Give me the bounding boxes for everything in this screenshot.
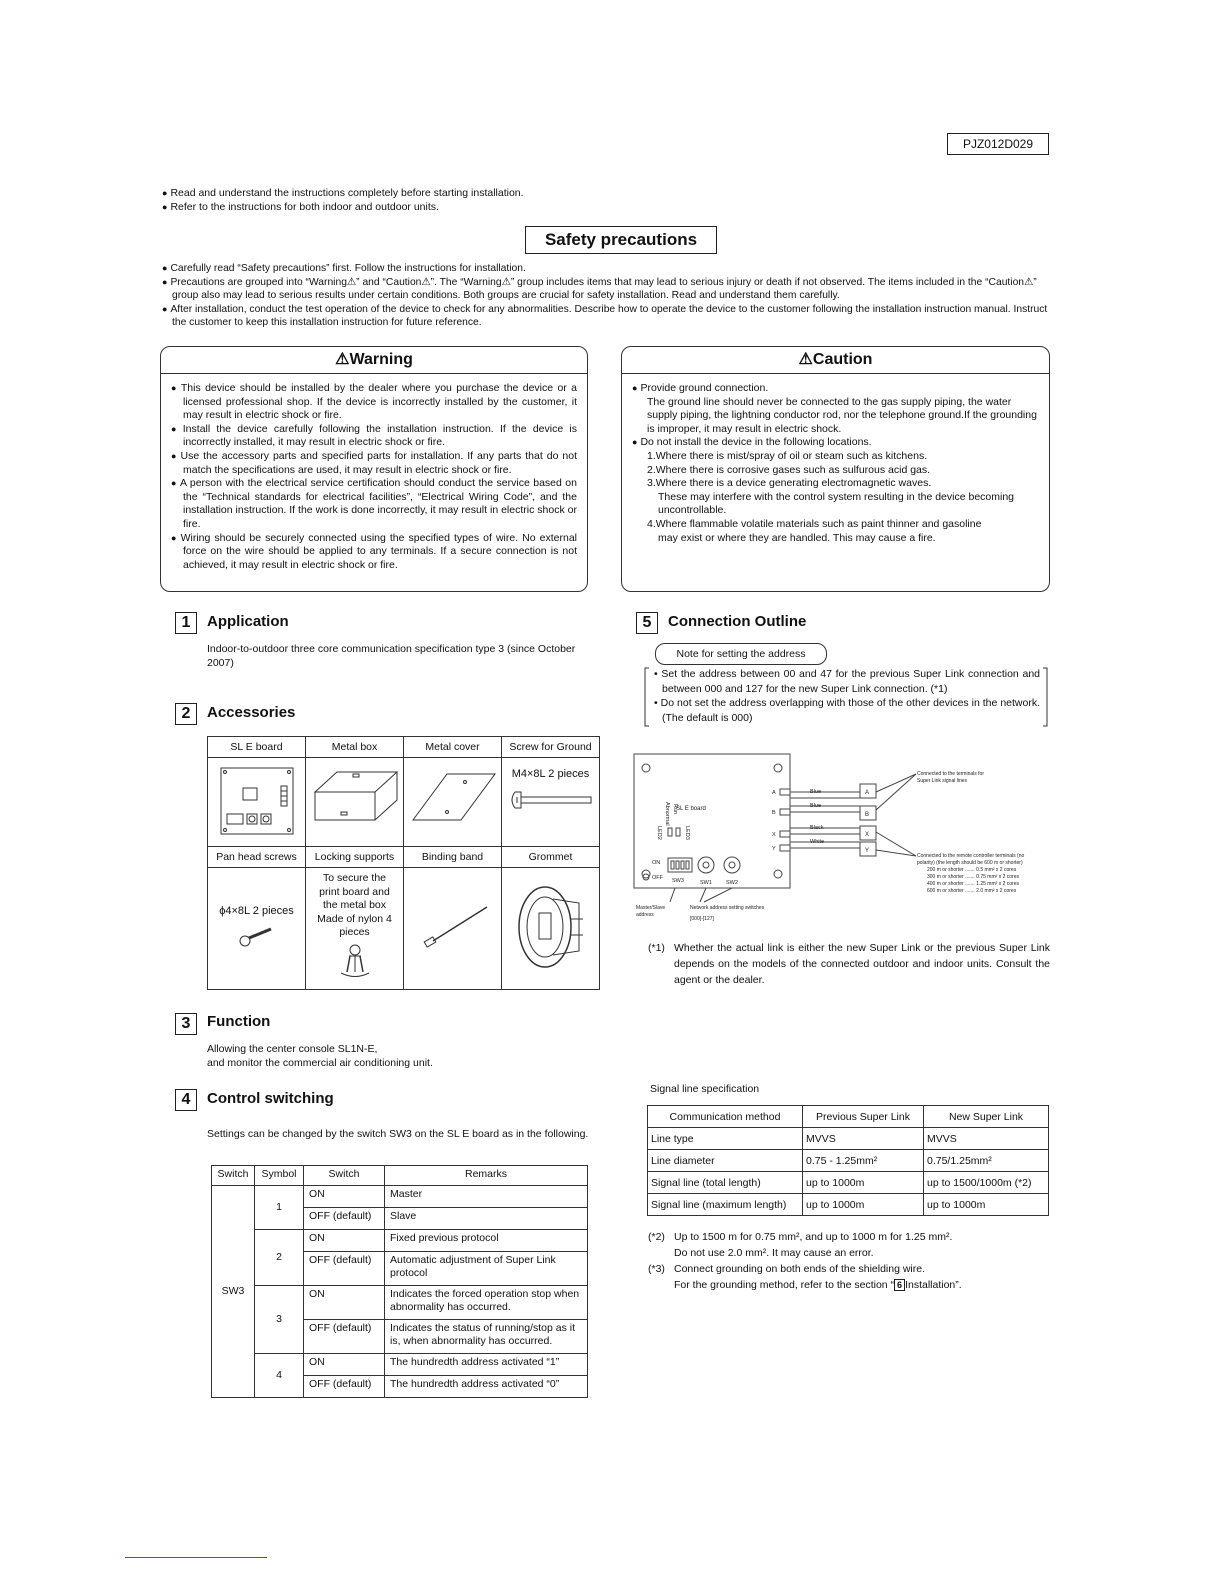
right-bracket-icon [1042, 667, 1048, 727]
function-line: Allowing the center console SL1N-E, [207, 1043, 378, 1055]
signal-header: New Super Link [924, 1106, 1049, 1128]
length-spec: 200 m or shorter ....... 0.5 mm² x 2 cores [927, 867, 1017, 873]
led-indicator [668, 828, 672, 836]
section-ref-box: 6 [894, 1279, 905, 1291]
board-terminal [780, 789, 790, 795]
terminal-y-label: Y [772, 846, 776, 852]
length-spec: 300 m or shorter ....... 0.75 mm² x 2 cores [927, 874, 1019, 880]
address-note-label: Note for setting the address [655, 643, 827, 665]
warning-item: ● Use the accessory parts and specified parts for installation. If any parts that do not match the specifications are used, it may result in electric shock or fire. [171, 450, 577, 477]
pan-head-cell [208, 868, 306, 990]
safety-item: ● Precautions are grouped into “Warning⚠” and “Caution⚠”. The “Warning⚠” group includes items that may lead to serious injury or death if not observed. The items included in the “Caution⚠” group also may lead to serious results under certain conditions. Both groups are crucial for safety installation. Read and understand them carefully. [162, 276, 1052, 303]
metal-box-image [306, 758, 404, 847]
connection-note: Connected to the terminals for [917, 771, 984, 777]
dip-switch-sw3 [668, 858, 692, 872]
accessory-header: Binding band [404, 847, 502, 868]
signal-table [647, 1105, 1049, 1216]
length-spec: 400 m or shorter ....... 1.25 mm² x 2 cores [927, 881, 1019, 887]
signal-header: Communication method [648, 1106, 803, 1128]
switch-header: Remarks [385, 1166, 588, 1186]
address-note-text: Set the address between 00 and 47 for the previous Super Link connection and between 000 and 127 for the new Super Link connection. (*1) [661, 668, 1040, 695]
block-label-b: B [865, 812, 870, 818]
function-text [207, 1043, 587, 1070]
run-label: Run [672, 804, 678, 815]
block-label-a: A [865, 790, 870, 796]
section-title: Accessories [207, 704, 296, 721]
switch-header: Switch [304, 1166, 385, 1186]
warning-item: ● This device should be installed by the dealer where you purchase the device or a licensed professional shop. If the device is incorrectly installed by the customer, it may result in electric shock or fire. [171, 382, 577, 423]
metal-cover-image [404, 758, 502, 847]
binding-band-icon [413, 897, 493, 957]
safety-item: ● After installation, conduct the test operation of the device to check for any abnormalities. Describe how to operate the device to the customer following the installation instruction manual. Instruct the customer to keep this installation instruction for future reference. [162, 303, 1052, 330]
screw-ground-cell [502, 758, 600, 847]
footnote-text: Installation”. [905, 1279, 962, 1291]
section-title: Function [207, 1013, 271, 1030]
leader-line [700, 888, 706, 902]
led2-label: LED2 [656, 826, 662, 840]
accessory-header: Metal box [306, 737, 404, 758]
safety-item: ● Carefully read “Safety precautions” first. Follow the instructions for installation. [162, 262, 1052, 276]
footnote-2 [648, 1229, 1050, 1261]
intro-item: ● Read and understand the instructions completely before starting installation. [162, 186, 524, 200]
locking-support-icon [335, 940, 375, 980]
accessories-table [207, 736, 600, 990]
rotary-switch-sw2 [724, 857, 740, 873]
master-slave-label: Master/Slave [636, 905, 666, 911]
signal-cell: Line type [648, 1128, 803, 1150]
section-number: 3 [175, 1013, 197, 1035]
leader-line [876, 850, 916, 856]
switch-remark: Automatic adjustment of Super Link protocol [385, 1252, 588, 1286]
signal-cell: Signal line (total length) [648, 1172, 803, 1194]
mount-hole [642, 764, 650, 772]
wire-color-blue: Blue [810, 789, 822, 795]
address-note-item: • Do not set the address overlapping with those of the other devices in the network. (The default is 000) [654, 697, 1040, 724]
footnote-3 [648, 1261, 1050, 1293]
switch-remark: Slave [385, 1208, 588, 1230]
leader-line [876, 774, 916, 810]
accessory-header: Metal cover [404, 737, 502, 758]
footnote-mark: (*2) [648, 1231, 665, 1243]
board-terminal [780, 831, 790, 837]
address-note-item: • Set the address between 00 and 47 for the previous Super Link connection and between 000 and 127 for the new Super Link connection. (*1) [654, 668, 1040, 695]
switch-name: SW3 [212, 1186, 255, 1398]
network-switch-range: [000]-[127] [690, 916, 714, 922]
footnote-mark: (*1) [648, 942, 665, 954]
terminal-x-label: X [772, 832, 776, 838]
caution-location: 2.Where there is corrosive gases such as sulfurous acid gas. [647, 463, 931, 476]
caution-item: ● Do not install the device in the following locations. [632, 436, 1039, 450]
switch-state: OFF (default) [304, 1376, 385, 1398]
accessory-header: SL E board [208, 737, 306, 758]
accessory-header: Pan head screws [208, 847, 306, 868]
connection-diagram [630, 752, 1055, 932]
signal-cell: 0.75 - 1.25mm² [803, 1150, 924, 1172]
pan-head-qty: ϕ4×8L 2 pieces [219, 905, 294, 917]
signal-cell: MVVS [803, 1128, 924, 1150]
function-line: and monitor the commercial air conditioning unit. [207, 1056, 433, 1069]
accessory-header: Locking supports [306, 847, 404, 868]
caution-item: ● Provide ground connection. [632, 382, 1039, 396]
wire-color-white: White [810, 839, 825, 845]
board-label: SL E board [676, 806, 706, 812]
caution-detail: The ground line should never be connected to the gas supply piping, the water supply piping, the lightning conductor rod, nor the telephone ground.If the grounding is improper, it may result in electric shock. [647, 395, 1037, 435]
footnote-line [674, 1277, 1050, 1293]
board-terminal [780, 809, 790, 815]
off-label: OFF [652, 875, 663, 881]
connection-note: Connected to the remote controller terminals (no [917, 853, 1025, 859]
connection-note: Super Link signal lines [917, 778, 968, 784]
sw1-label: SW1 [700, 880, 712, 886]
section-title: Connection Outline [668, 613, 807, 630]
safety-title: Safety precautions [525, 226, 717, 254]
footnote-line: Connect grounding on both ends of the shielding wire. [674, 1263, 926, 1275]
footnote-line: Up to 1500 m for 0.75 mm², and up to 1000 m for 1.25 mm². [674, 1231, 953, 1243]
signal-cell: up to 1000m [924, 1194, 1049, 1216]
switch-table [211, 1165, 588, 1398]
section-number: 2 [175, 703, 197, 725]
terminal-a-label: A [772, 790, 776, 796]
connection-note: polarity) (the length should be 600 m or shorter) [917, 860, 1023, 866]
grommet-cell [502, 868, 600, 990]
board-outline [634, 754, 790, 888]
footnotes [648, 1229, 1050, 1293]
switch-header: Switch [212, 1166, 255, 1186]
on-label: ON [652, 860, 661, 866]
footnote-text: Whether the actual link is either the new Super Link or the previous Super Link depends on the models of the connected outdoor and indoor units. Consult the agent or the dealer. [674, 942, 1050, 986]
control-switching-text: Settings can be changed by the switch SW3 on the SL E board as in the following. [207, 1128, 589, 1140]
network-switch-label: Network address setting switches [690, 905, 765, 911]
grommet-icon [509, 879, 593, 975]
switch-remark: Indicates the status of running/stop as it is, when abnormality has occurred. [385, 1320, 588, 1354]
led3-label: LED3 [684, 826, 690, 840]
section-title: Application [207, 613, 289, 630]
switch-state: ON [304, 1186, 385, 1208]
block-label-y: Y [865, 848, 870, 854]
signal-cell: MVVS [924, 1128, 1049, 1150]
caution-detail: These may interfere with the control system resulting in the device becoming uncontrollable. [658, 490, 1015, 517]
accessory-header: Grommet [502, 847, 600, 868]
footnote-text: For the grounding method, refer to the section “ [674, 1279, 895, 1291]
caution-location: 4.Where flammable volatile materials such as paint thinner and gasoline [647, 517, 982, 530]
board-terminal [780, 845, 790, 851]
sw3-label: SW3 [672, 878, 684, 884]
rotary-switch-sw1 [698, 857, 714, 873]
metal-cover-icon [407, 762, 499, 840]
section-number: 5 [636, 612, 658, 634]
warning-panel [160, 346, 588, 592]
accessory-header: Screw for Ground [502, 737, 600, 758]
mount-hole [774, 764, 782, 772]
address-note [648, 667, 1046, 725]
signal-cell: Signal line (maximum length) [648, 1194, 803, 1216]
switch-remark: Indicates the forced operation stop when abnormality has occurred. [385, 1286, 588, 1320]
footnote-1 [648, 940, 1050, 988]
switch-state: OFF (default) [304, 1208, 385, 1230]
screw-ground-qty: M4×8L 2 pieces [511, 768, 590, 780]
circuit-board-icon [215, 762, 299, 840]
application-text: Indoor-to-outdoor three core communication specification type 3 (since October 2007) [207, 643, 576, 669]
switch-remark: The hundredth address activated “1” [385, 1354, 588, 1376]
switch-state: OFF (default) [304, 1320, 385, 1354]
caution-location: 3.Where there is a device generating electromagnetic waves. [647, 477, 932, 490]
signal-cell: 0.75/1.25mm² [924, 1150, 1049, 1172]
sl-e-board-image [208, 758, 306, 847]
warning-item: ● Install the device carefully following the installation instruction. If the device is incorrectly installed, it may result in electric shock or fire. [171, 423, 577, 450]
wire-color-blue: Blue [810, 803, 822, 809]
screw-icon [505, 780, 597, 820]
binding-band-cell [404, 868, 502, 990]
leader-line [704, 888, 732, 902]
intro-item: ● Refer to the instructions for both indoor and outdoor units. [162, 200, 524, 214]
master-slave-label: address [636, 912, 654, 918]
sw2-label: SW2 [726, 880, 738, 886]
caution-detail: may exist or where they are handled. This may cause a fire. [658, 531, 936, 544]
footnote-mark: (*3) [648, 1263, 665, 1275]
switch-remark: The hundredth address activated “0” [385, 1376, 588, 1398]
warning-body [161, 374, 587, 572]
switch-symbol: 2 [255, 1230, 304, 1286]
metal-box-icon [309, 762, 401, 840]
safety-list [162, 262, 1052, 330]
section-title: Control switching [207, 1090, 334, 1107]
signal-cell: up to 1500/1000m (*2) [924, 1172, 1049, 1194]
warning-item: ● Wiring should be securely connected using the specified types of wire. No external force on the wire should be applied to any terminals. If a secure connection is not achieved, it may result in electric shock or fire. [171, 532, 577, 573]
length-spec: 600 m or shorter ....... 2.0 mm² x 2 cores [927, 888, 1017, 894]
signal-caption: Signal line specification [650, 1083, 760, 1095]
switch-symbol: 3 [255, 1286, 304, 1354]
caution-location: 1.Where there is mist/spray of oil or steam such as kitchens. [647, 449, 928, 462]
signal-cell: Line diameter [648, 1150, 803, 1172]
switch-state: OFF (default) [304, 1252, 385, 1286]
wire-color-black: Black [810, 825, 824, 831]
address-note-text: Do not set the address overlapping with those of the other devices in the network. (The default is 000) [660, 697, 1040, 724]
left-bracket-icon [644, 667, 650, 727]
switch-remark: Fixed previous protocol [385, 1230, 588, 1252]
caution-title: ⚠Caution [622, 347, 1049, 374]
signal-header: Previous Super Link [803, 1106, 924, 1128]
switch-symbol: 1 [255, 1186, 304, 1230]
caution-body [622, 374, 1049, 545]
pan-screw-icon [237, 925, 277, 949]
block-label-x: X [865, 832, 870, 838]
caution-panel [621, 346, 1050, 592]
leader-line [670, 888, 675, 902]
locking-support-text: To secure the print board and the metal box Made of nylon 4 pieces [317, 872, 392, 938]
switch-symbol: 4 [255, 1354, 304, 1398]
signal-cell: up to 1000m [803, 1194, 924, 1216]
switch-state: ON [304, 1354, 385, 1376]
signal-cell: up to 1000m [803, 1172, 924, 1194]
warning-item: ● A person with the electrical service certification should conduct the service based on the “Technical standards for electrical facilities”, “Electrical Wiring Code”, and the installation instruction. If the work is done incorrectly, it may result in electric shock or fire. [171, 477, 577, 531]
section-number: 4 [175, 1089, 197, 1111]
switch-remark: Master [385, 1186, 588, 1208]
section-number: 1 [175, 612, 197, 634]
footnote-line: Do not use 2.0 mm². It may cause an error. [674, 1247, 874, 1259]
leader-line [876, 774, 916, 792]
mount-hole [774, 870, 782, 878]
led-indicator [676, 828, 680, 836]
warning-title: ⚠Warning [161, 347, 587, 374]
locking-support-cell [306, 868, 404, 990]
terminal-b-label: B [772, 810, 776, 816]
switch-header: Symbol [255, 1166, 304, 1186]
document-code: PJZ012D029 [947, 133, 1049, 155]
switch-state: ON [304, 1286, 385, 1320]
switch-state: ON [304, 1230, 385, 1252]
leader-line [876, 832, 916, 856]
footer-link-line [125, 1557, 267, 1558]
abnormal-label: Abnormal [664, 802, 670, 826]
intro-notes [162, 186, 524, 214]
